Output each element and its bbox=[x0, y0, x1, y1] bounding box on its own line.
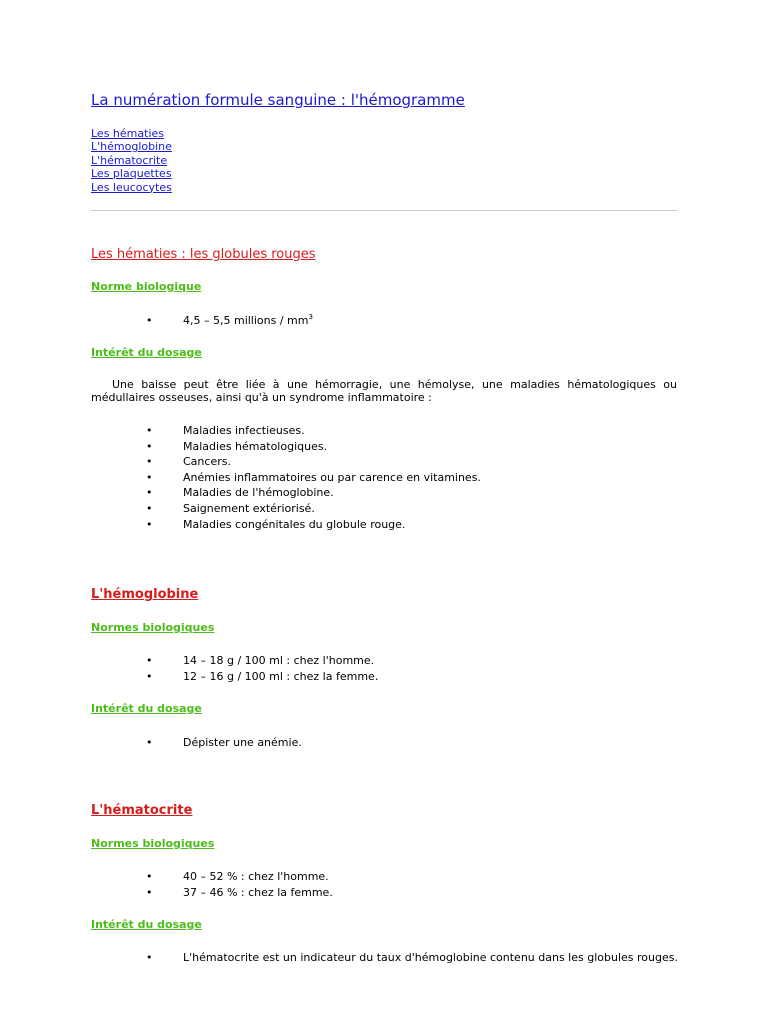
list-item: • 40 – 52 % : chez l'homme. bbox=[91, 869, 691, 885]
toc-link-hematocrite[interactable]: L'hématocrite bbox=[91, 153, 168, 167]
list-item: • 14 – 18 g / 100 ml : chez l'homme. bbox=[91, 653, 691, 669]
normes-list-hemoglobine bbox=[91, 653, 691, 684]
paragraph-hematies: Une baisse peut être liée à une hémorragie, une hémolyse, une maladies hématologiques ou médullaires osseuses, ainsi qu'à un syndrome inflammatoire : bbox=[91, 378, 677, 404]
normes-list-hematocrite bbox=[91, 869, 691, 900]
list-item: • Maladies infectieuses. bbox=[91, 423, 691, 439]
interet-list-hemoglobine bbox=[91, 735, 691, 751]
horizontal-divider bbox=[91, 210, 677, 211]
toc-link-plaquettes[interactable]: Les plaquettes bbox=[91, 167, 172, 181]
toc-link-hemoglobine[interactable]: L'hémoglobine bbox=[91, 140, 172, 154]
interet-label-hematocrite: Intérêt du dosage bbox=[91, 918, 202, 931]
normes-label-hemoglobine: Normes biologiques bbox=[91, 621, 215, 634]
list-item: • Cancers. bbox=[91, 454, 691, 470]
section-title-hemoglobine: L'hémoglobine bbox=[91, 587, 199, 602]
list-item: • Maladies hématologiques. bbox=[91, 439, 691, 455]
list-item: • Dépister une anémie. bbox=[91, 735, 691, 751]
list-item: • Anémies inflammatoires ou par carence en vitamines. bbox=[91, 470, 691, 486]
toc-link-hematies[interactable]: Les hématies bbox=[91, 127, 164, 140]
list-item: • 37 – 46 % : chez la femme. bbox=[91, 885, 691, 901]
list-item: • Maladies congénitales du globule rouge. bbox=[91, 517, 691, 533]
list-item: • L'hématocrite est un indicateur du taux d'hémoglobine contenu dans les globules rouges. bbox=[91, 950, 691, 966]
toc-link-leucocytes[interactable]: Les leucocytes bbox=[91, 180, 172, 194]
list-item: • Maladies de l'hémoglobine. bbox=[91, 485, 691, 501]
list-item: • 12 – 16 g / 100 ml : chez la femme. bbox=[91, 669, 691, 685]
interet-list-hematocrite bbox=[91, 950, 691, 966]
normes-label-hematocrite: Normes biologiques bbox=[91, 837, 215, 850]
page-title-link[interactable]: La numération formule sanguine : l'hémogramme bbox=[91, 91, 465, 109]
unit-exponent: 3 bbox=[308, 313, 313, 321]
causes-list-hematies bbox=[91, 423, 691, 532]
norme-label-hematies: Norme biologique bbox=[91, 280, 202, 293]
list-item: • Saignement extériorisé. bbox=[91, 501, 691, 517]
section-title-hematocrite: L'hématocrite bbox=[91, 803, 193, 818]
section-title-hematies: Les hématies : les globules rouges bbox=[91, 247, 316, 262]
interet-label-hematies: Intérêt du dosage bbox=[91, 346, 202, 359]
table-of-contents bbox=[91, 127, 172, 194]
norme-value-hematies: 4,5 – 5,5 millions / mm bbox=[183, 314, 309, 327]
norme-list-hematies bbox=[91, 313, 691, 329]
interet-label-hemoglobine: Intérêt du dosage bbox=[91, 702, 202, 715]
list-item bbox=[91, 313, 691, 329]
